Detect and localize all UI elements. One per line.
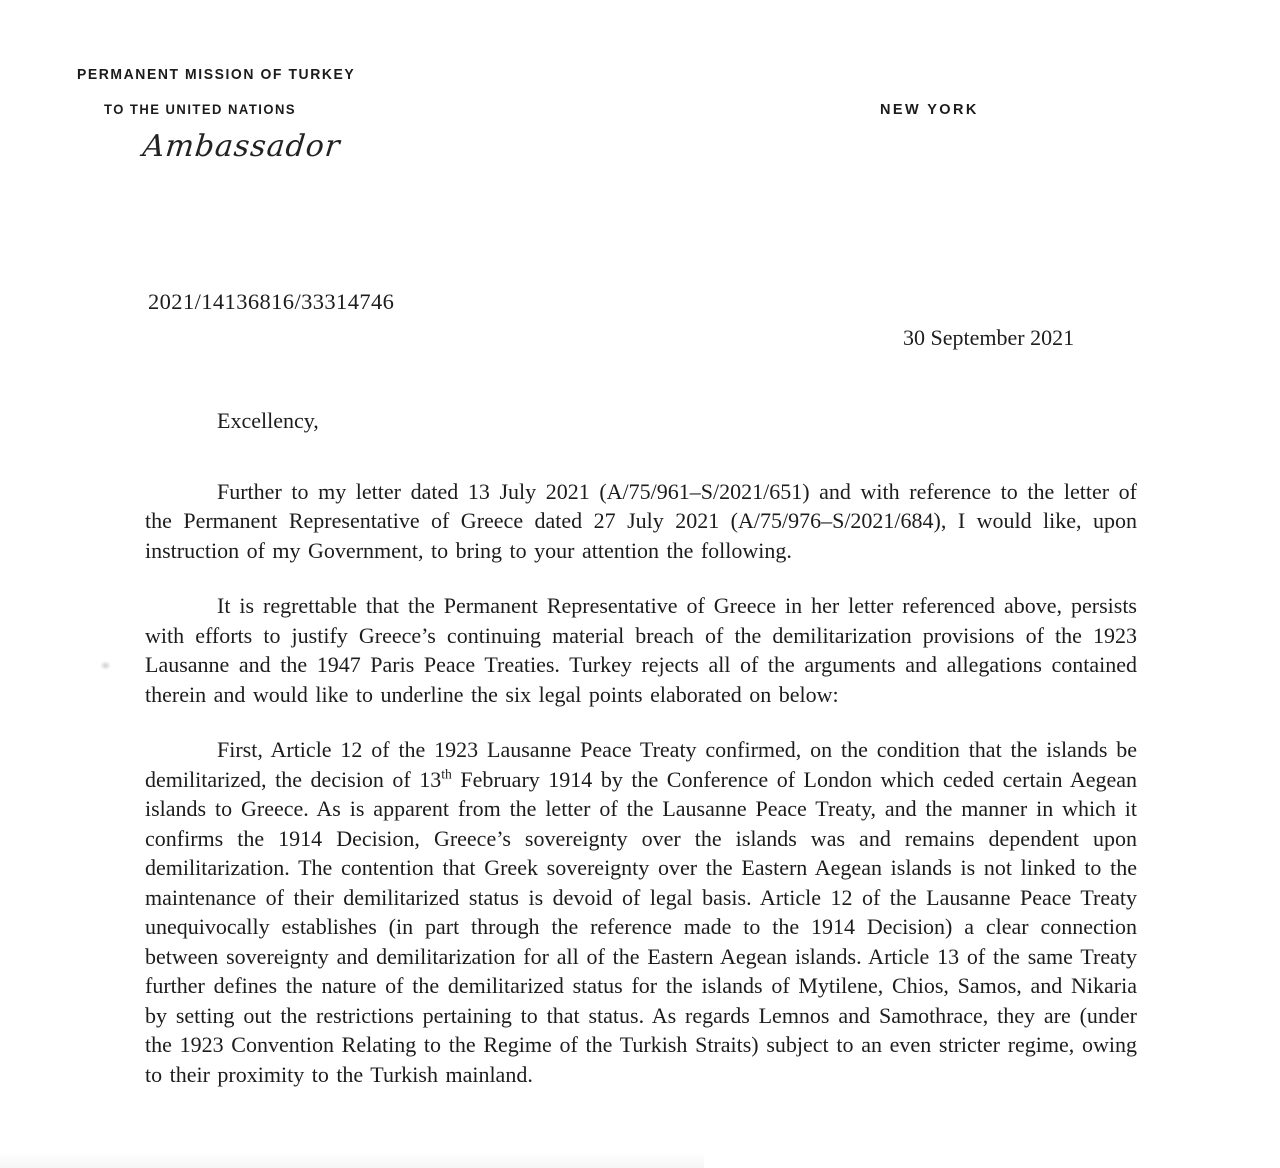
letterhead-city: NEW YORK	[880, 102, 979, 118]
body-paragraph: First, Article 12 of the 1923 Lausanne Peace Treaty confirmed, on the condition that the islands be demilitarized, the decision of 13th February 1914 by the Conference of London which ceded certain Aegean islands to Greece. As is apparent from the letter of the Lausanne Peace Treaty, and the manner in which it confirms the 1914 Decision, Greece’s sovereignty over the islands was and remains dependent upon demilitarization. The contention that Greek sovereignty over the Eastern Aegean islands is not linked to the maintenance of their demilitarized status is devoid of legal basis. Article 12 of the Lausanne Peace Treaty unequivocally establishes (in part through the reference made to the 1914 Decision) a clear connection between sovereignty and demilitarization for all of the Eastern Aegean islands. Article 13 of the same Treaty further defines the nature of the demilitarized status for the islands of Mytilene, Chios, Samos, and Nikaria by setting out the restrictions pertaining to that status. As regards Lemnos and Samothrace, they are (under the 1923 Convention Relating to the Regime of the Turkish Straits) subject to an even stricter regime, owing to their proximity to the Turkish mainland.	[145, 737, 1137, 1087]
body-paragraph: Further to my letter dated 13 July 2021 (A/75/961–S/2021/651) and with reference to the letter of the Permanent Representative of Greece dated 27 July 2021 (A/75/976–S/2021/684), I would like, upon instruction of my Government, to bring to your attention the following.	[145, 478, 1137, 563]
body-paragraph: It is regrettable that the Permanent Representative of Greece in her letter referenced above, persists with efforts to justify Greece’s continuing material breach of the demilitarization provisions of the 1923 Lausanne and the 1947 Paris Peace Treaties. Turkey rejects all of the arguments and allegations contained therein and would like to underline the six legal points elaborated on below:	[145, 593, 1137, 707]
letterhead-ambassador-title: Ambassador	[141, 129, 343, 164]
scan-artifact-speck	[100, 661, 111, 670]
letterhead-mission-line2: TO THE UNITED NATIONS	[104, 101, 297, 117]
letter-paragraphs	[145, 477, 1137, 1090]
letterhead-mission-line1: PERMANENT MISSION OF TURKEY	[77, 66, 356, 83]
salutation: Excellency,	[217, 408, 319, 433]
reference-number: 2021/14136816/33314746	[148, 289, 395, 314]
letter-date: 30 September 2021	[903, 325, 1075, 350]
scan-artifact-bottom-shade	[0, 1152, 704, 1168]
letter-body	[145, 406, 1137, 1089]
